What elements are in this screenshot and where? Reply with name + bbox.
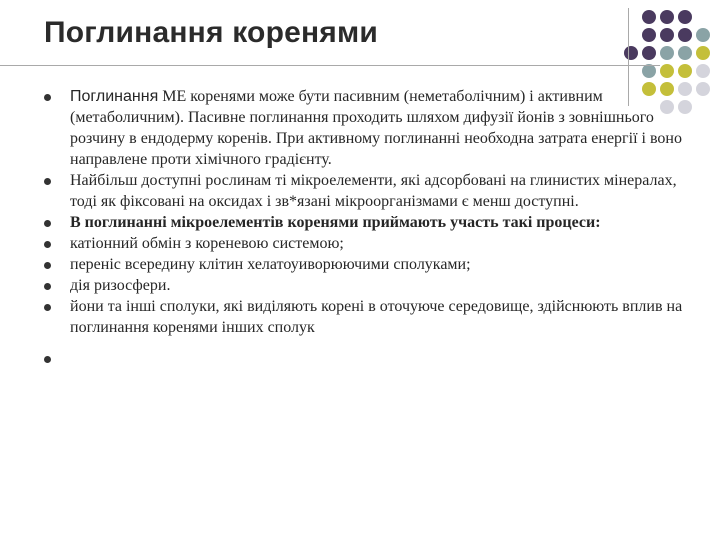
list-item bbox=[44, 254, 684, 275]
bullet-marker bbox=[44, 262, 51, 269]
bullet-body: МЕ коренями може бути пасивним (неметаболічним) і активним (метаболичним). Пасивне поглинання проходить шляхом дифузії йонів з зовнішнього розчину в ендодерму коренів. При активному поглинанні необходна затрата енергії і воно направлене проти хімічного градієнту. bbox=[70, 88, 682, 168]
list-item bbox=[44, 348, 684, 369]
bullet-marker bbox=[44, 283, 51, 290]
bullet-marker bbox=[44, 220, 51, 227]
bullet-text bbox=[70, 86, 684, 170]
bullet-text: Найбільш доступні рослинам ті мікроелементи, які адсорбовані на глинистих мінералах, тоді як фіксовані на оксидах і зв*язані мікроорганізмами є менш доступні. bbox=[70, 172, 677, 210]
dot bbox=[696, 46, 710, 60]
list-item bbox=[44, 233, 684, 254]
dot bbox=[660, 10, 674, 24]
slide-title: Поглинання коренями bbox=[44, 16, 379, 49]
dot bbox=[642, 10, 656, 24]
dot bbox=[678, 46, 692, 60]
bullet-text: В поглинанні мікроелементів коренями приймають участь такі процеси: bbox=[70, 214, 601, 231]
bullet-lead-word: Поглинання bbox=[70, 88, 159, 105]
dot bbox=[642, 28, 656, 42]
bullet-text bbox=[70, 348, 684, 369]
dot bbox=[642, 46, 656, 60]
dot bbox=[660, 28, 674, 42]
bullet-text: катіонний обмін з кореневою системою; bbox=[70, 235, 344, 252]
list-item bbox=[44, 275, 684, 296]
dot bbox=[678, 10, 692, 24]
bullet-list bbox=[44, 86, 684, 369]
dot bbox=[660, 64, 674, 78]
list-item bbox=[44, 86, 684, 170]
dot bbox=[642, 64, 656, 78]
bullet-text: йони та інші сполуки, які виділяють корені в оточуюче середовище, здійснюють вплив на поглинання коренями інших сполук bbox=[70, 298, 683, 336]
dot bbox=[660, 46, 674, 60]
bullet-marker bbox=[44, 304, 51, 311]
bullet-text: дія ризосфери. bbox=[70, 277, 171, 294]
list-item bbox=[44, 212, 684, 233]
list-item bbox=[44, 296, 684, 338]
dot bbox=[696, 28, 710, 42]
dot bbox=[696, 82, 710, 96]
dot bbox=[678, 28, 692, 42]
bullet-marker bbox=[44, 94, 51, 101]
list-item bbox=[44, 170, 684, 212]
dot bbox=[696, 64, 710, 78]
bullet-marker bbox=[44, 178, 51, 185]
bullet-marker bbox=[44, 241, 51, 248]
title-underline bbox=[0, 65, 660, 66]
dot bbox=[678, 64, 692, 78]
bullet-text: переніс всередину клітин хелатоуиворюючими сполуками; bbox=[70, 256, 471, 273]
bullet-marker bbox=[44, 356, 51, 363]
dot bbox=[624, 46, 638, 60]
